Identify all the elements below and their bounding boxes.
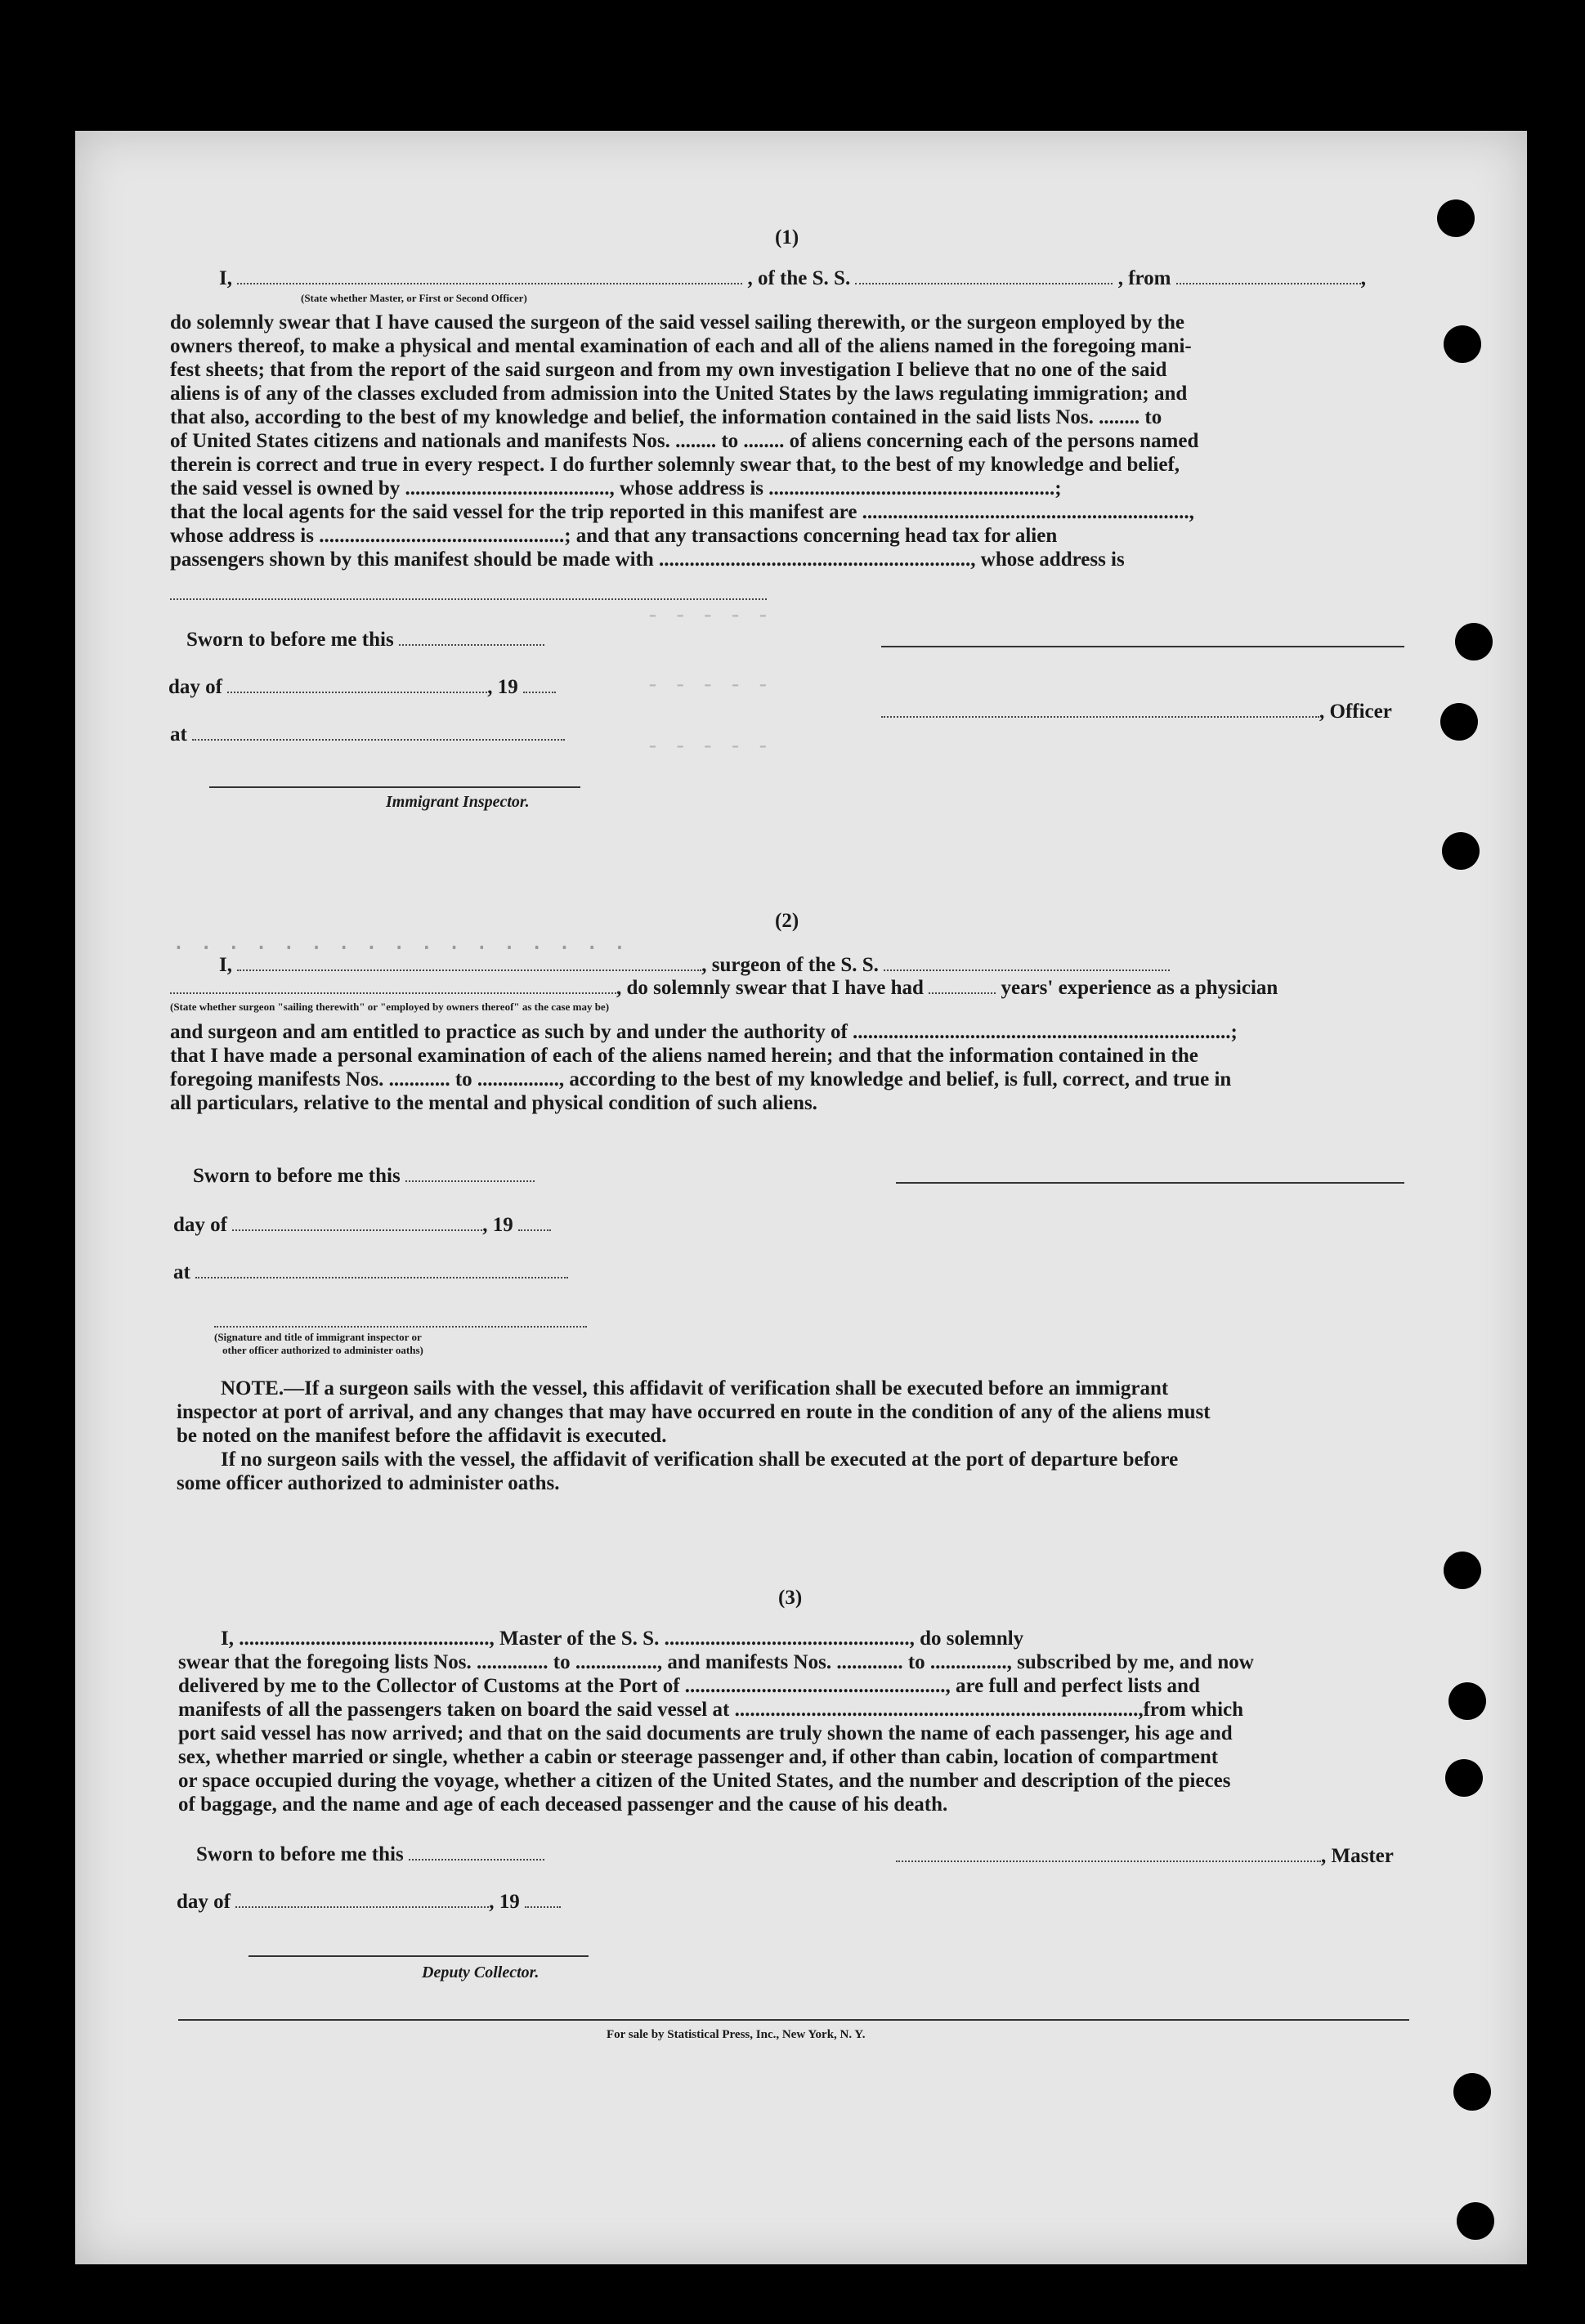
officer-signature-field[interactable] — [881, 716, 1319, 718]
oath-paragraph — [170, 311, 1404, 571]
sworn-date-field[interactable] — [409, 1859, 544, 1861]
signature-note: other officer authorized to administer oaths) — [222, 1344, 423, 1356]
punch-hole — [1440, 703, 1478, 741]
state-note: (State whether surgeon "sailing therewith" or "employed by owners thereof" as the case may be) — [170, 1001, 610, 1013]
oath-line: therein is correct and true in every respect. I do further solemnly swear that, to the best of my knowledge and belief, — [170, 454, 1180, 476]
inspector-signature-line[interactable] — [214, 1326, 587, 1328]
bleed-through-mark: - - - - - — [646, 732, 770, 759]
surgeon-paragraph — [170, 1020, 1404, 1115]
master-paragraph — [178, 1627, 1409, 1816]
master-signature-field[interactable] — [896, 1861, 1321, 1862]
ship-name-field[interactable] — [884, 969, 1170, 971]
day-of-row: day of , 19 — [177, 1890, 561, 1914]
year-field[interactable] — [525, 1906, 561, 1908]
note-paragraph — [177, 1377, 1408, 1495]
footer-text: For sale by Statistical Press, Inc., New York, N. Y. — [607, 2028, 866, 2041]
surgeon-status-field[interactable] — [170, 992, 616, 994]
section-number: (3) — [778, 1587, 803, 1609]
oath-line: I, ................................................., Master of the S. S. ................................................, do solemnly — [221, 1628, 1024, 1650]
oath-line: of baggage, and the name and age of each deceased passenger and the cause of his death. — [178, 1793, 948, 1816]
oath-line: and surgeon and am entitled to practice as such by and under the authority of ..........................................................................; — [170, 1021, 1238, 1043]
year-field[interactable] — [518, 1229, 551, 1231]
surgeon-row: I, , surgeon of the S. S. — [219, 953, 1170, 977]
comma: , — [1360, 267, 1366, 289]
sworn-label: Sworn to before me this — [186, 628, 544, 652]
officer-row: , Officer — [881, 700, 1392, 723]
oath-line: manifests of all the passengers taken on board the said vessel at ...............................................................................,from which — [178, 1699, 1244, 1721]
from-label: , from — [1117, 267, 1171, 289]
oath-line: sex, whether married or single, whether a cabin or steerage passenger and, if other than cabin, location of compartment — [178, 1746, 1219, 1768]
at-row: at — [173, 1261, 568, 1284]
day-of-row: day of , 19 — [173, 1213, 551, 1237]
punch-hole — [1444, 325, 1481, 363]
address-line[interactable] — [170, 598, 767, 600]
i-label: I, — [219, 267, 232, 289]
oath-line: the said vessel is owned by ........................................, whose address is ........................................................; — [170, 477, 1062, 499]
note-line: some officer authorized to administer oaths. — [177, 1472, 560, 1494]
deputy-collector-label: Deputy Collector. — [422, 1964, 540, 1981]
port-from-field[interactable] — [1176, 283, 1361, 284]
years-field[interactable] — [929, 992, 996, 994]
section-number: (1) — [775, 226, 799, 249]
ship-name-field[interactable] — [855, 283, 1113, 284]
oath-field-row — [219, 266, 1366, 290]
oath-line: fest sheets; that from the report of the said surgeon and from my own investigation I believe that no one of the said — [170, 359, 1167, 381]
oath-line: that I have made a personal examination of each of the aliens named herein; and that the information contained in the — [170, 1045, 1198, 1067]
bleed-through-mark: . . . . . . . . . . . . . . . . . — [172, 928, 627, 955]
oath-line: do solemnly swear that I have caused the surgeon of the said vessel sailing therewith, or the surgeon employed by the — [170, 311, 1184, 334]
section-number: (2) — [775, 910, 799, 932]
footer-rule — [178, 2019, 1409, 2021]
signature-line[interactable] — [896, 1182, 1404, 1184]
oath-line: port said vessel has now arrived; and that on the said documents are truly shown the name of each passenger, his age and — [178, 1722, 1233, 1744]
day-field[interactable] — [235, 1906, 489, 1908]
day-field[interactable] — [232, 1229, 482, 1231]
sworn-date-field[interactable] — [399, 644, 544, 646]
bleed-through-mark: - - - - - — [646, 670, 770, 697]
punch-hole — [1442, 832, 1480, 870]
note-line: be noted on the manifest before the affidavit is executed. — [177, 1425, 667, 1447]
at-field[interactable] — [192, 739, 565, 741]
oath-line: that also, according to the best of my knowledge and belief, the information contained in the said lists Nos. ........ to — [170, 406, 1162, 428]
of-the-ss-label: , of the S. S. — [747, 267, 851, 289]
day-of-row: day of , 19 — [168, 675, 556, 699]
year-field[interactable] — [523, 692, 556, 693]
sworn-label: Sworn to before me this — [196, 1843, 544, 1866]
punch-hole — [1455, 623, 1493, 660]
at-field[interactable] — [195, 1277, 568, 1278]
note-line: If no surgeon sails with the vessel, the affidavit of verification shall be executed at the port of departure before — [221, 1449, 1179, 1471]
oath-line: foregoing manifests Nos. ............ to ................, according to the best of my knowledge and belief, is full, correct, and true in — [170, 1068, 1232, 1090]
oath-line: aliens is of any of the classes excluded from admission into the United States by the laws regulating immigration; and — [170, 383, 1188, 405]
immigrant-inspector-label: Immigrant Inspector. — [386, 793, 530, 811]
punch-hole — [1445, 1759, 1483, 1797]
note-line: inspector at port of arrival, and any changes that may have occurred en route in the condition of any of the aliens must — [177, 1401, 1211, 1423]
punch-hole — [1457, 2202, 1494, 2240]
swear-row: , do solemnly swear that I have had years' experience as a physician — [170, 976, 1278, 1000]
sworn-label: Sworn to before me this — [193, 1164, 535, 1188]
signature-note: (Signature and title of immigrant inspector or — [214, 1331, 422, 1343]
oath-line: owners thereof, to make a physical and mental examination of each and all of the aliens named in the foregoing mani- — [170, 335, 1192, 357]
deputy-signature-line[interactable] — [248, 1955, 589, 1957]
oath-line: whose address is ................................................; and that any transactions concerning head tax for alien — [170, 525, 1058, 547]
punch-hole — [1453, 2073, 1491, 2111]
oath-line: or space occupied during the voyage, whether a citizen of the United States, and the number and description of the pieces — [178, 1770, 1231, 1792]
inspector-signature-line[interactable] — [209, 786, 580, 788]
surgeon-name-field[interactable] — [237, 969, 701, 971]
oath-line: that the local agents for the said vessel for the trip reported in this manifest are ................................................................, — [170, 501, 1194, 523]
state-note: (State whether Master, or First or Second Officer) — [301, 292, 527, 304]
oath-line: of United States citizens and nationals and manifests Nos. ........ to ........ of aliens concerning each of the persons named — [170, 430, 1199, 452]
oath-line: delivered by me to the Collector of Customs at the Port of ..................................................., are full and perfect lists and — [178, 1675, 1200, 1697]
oath-line: all particulars, relative to the mental and physical condition of such aliens. — [170, 1092, 817, 1114]
sworn-date-field[interactable] — [405, 1180, 535, 1182]
punch-hole — [1448, 1682, 1486, 1720]
officer-name-field[interactable] — [237, 283, 742, 284]
signature-line[interactable] — [881, 646, 1404, 647]
oath-line: swear that the foregoing lists Nos. .............. to ................, and manifests Nos. ............. to ..............., subscribed by me, and now — [178, 1651, 1254, 1673]
punch-hole — [1437, 199, 1475, 237]
day-field[interactable] — [227, 692, 487, 693]
bleed-through-mark: - - - - - — [646, 601, 770, 628]
at-row: at — [170, 723, 565, 746]
punch-hole — [1444, 1552, 1481, 1589]
oath-line: passengers shown by this manifest should be made with ............................................................., whose address is — [170, 549, 1125, 571]
note-line: NOTE.—If a surgeon sails with the vessel, this affidavit of verification shall be executed before an immigrant — [221, 1377, 1169, 1399]
master-row: , Master — [896, 1844, 1394, 1868]
